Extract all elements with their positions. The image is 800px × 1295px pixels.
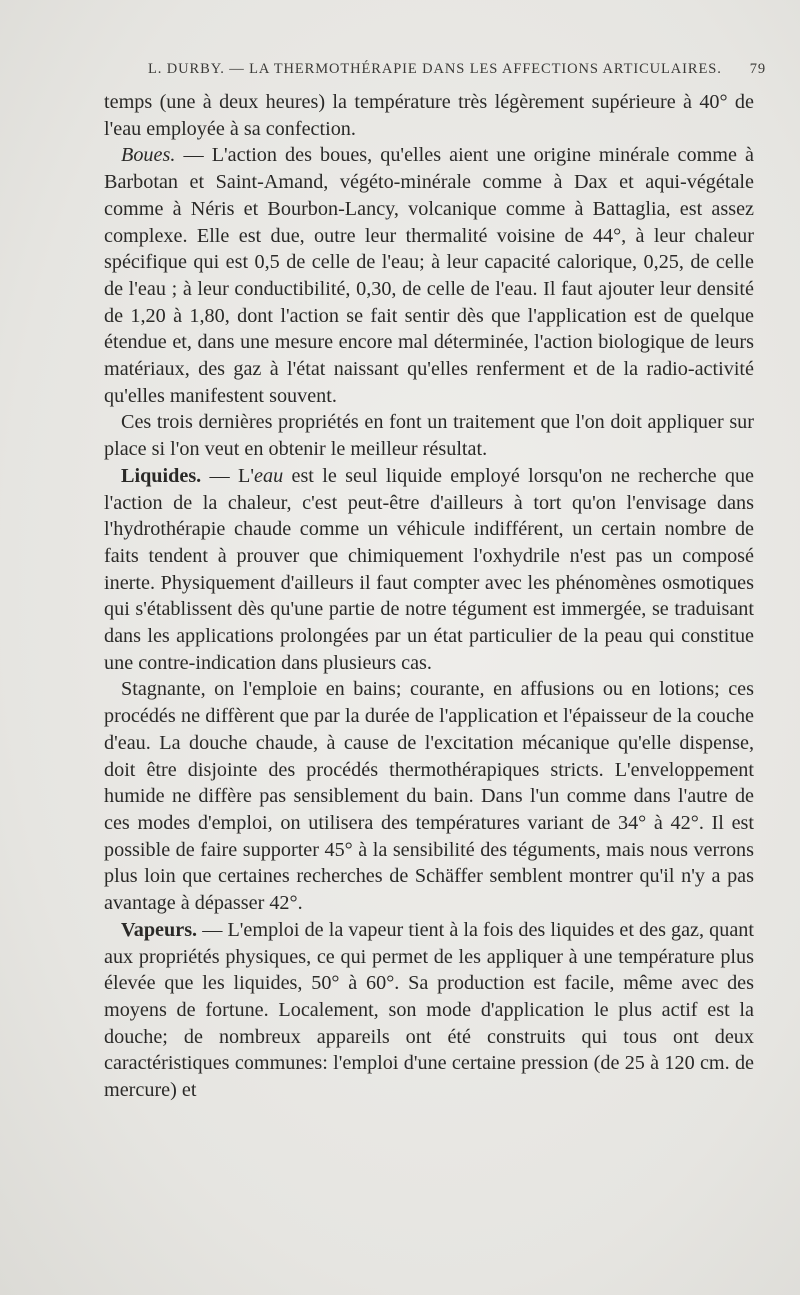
section-lead-boues: Boues.	[121, 144, 176, 167]
paragraph-vapeurs	[104, 917, 754, 1104]
paragraph-text: Stagnante, on l'emploie en bains; courante, en affusions ou en lotions; ces procédés ne diffèrent que par la durée de l'application et l'épaisseur de la couche d'eau. La douche chaude, à cause de l'excitation mécanique qu'elle dispense, doit être disjointe des procédés thermothérapiques stricts. L'enveloppement humide ne diffère pas sensiblement du bain. Dans l'un comme dans l'autre de ces modes d'emploi, on utilisera des températures variant de 34° à 42°. Il est possible de faire supporter 45° à la sensibilité des téguments, mais nous verrons plus loin que certaines recherches de Schäffer semblent montrer qu'il n'y a pas avantage à dépasser 42°.	[104, 678, 754, 915]
paragraph-text-italic: eau	[254, 464, 284, 487]
paragraph-text: — L'action des boues, qu'elles aient une origine minérale comme à Barbotan et Saint-Amand, végéto-minérale comme à Dax et aqui-végétale comme à Néris et Bourbon-Lancy, volcanique comme à Battaglia, est assez complexe. Elle est due, outre leur thermalité voisine de 44°, à leur chaleur spécifique qui est 0,5 de celle de l'eau; à leur capacité calorique, 0,25, de celle de l'eau ; à leur conductibilité, 0,30, de celle de l'eau. Il faut ajouter leur densité de 1,20 à 1,80, dont l'action se fait sentir dès que l'application est de quelque étendue et, dans une mesure encore mal déterminée, l'action biologique de leurs matériaux, des gaz à l'état naissant qu'elles renferment et de la radio-activité qu'elles manifestent souvent.	[104, 144, 754, 407]
paragraph-text: est le seul liquide employé lorsqu'on ne recherche que l'action de la chaleur, c'est peut-être d'ailleurs à tort qu'on l'envisage dans l'hydrothérapie chaude comme un véhicule indifférent, un certain nombre de faits tendent à prouver que chimiquement l'oxhydrile n'est pas un composé inerte. Physiquement d'ailleurs il faut compter avec les phénomènes osmotiques qui s'établissent dès qu'une partie de notre tégument est immergée, se traduisant dans les applications prolongées par un état particulier de la peau qui constitue une contre-indication dans plusieurs cas.	[104, 464, 754, 674]
paragraph-text: — L'emploi de la vapeur tient à la fois des liquides et des gaz, quant aux propriétés physiques, ce qui permet de les appliquer à une température plus élevée que les liquides, 50° à 60°. Sa production est facile, même avec des moyens de fortune. Localement, son mode d'application le plus actif est la douche; de nombreux appareils ont été construits qui tous ont deux caractéristiques communes: l'emploi d'une certaine pression (de 25 à 120 cm. de mercure) et	[104, 918, 754, 1102]
paragraph-5	[104, 676, 754, 916]
page-number: 79	[749, 61, 766, 77]
paragraph-boues	[104, 142, 754, 409]
body-text	[104, 89, 754, 1104]
paragraph-text: temps (une à deux heures) la température très légèrement supérieure à 40° de l'eau employée à sa confection.	[104, 91, 754, 140]
paragraph-liquides	[104, 463, 754, 677]
section-lead-liquides: Liquides.	[121, 464, 202, 487]
paragraph-text: Ces trois dernières propriétés en font un traitement que l'on doit appliquer sur place si l'on veut en obtenir le meilleur résultat.	[104, 411, 754, 461]
running-header	[148, 61, 766, 78]
paragraph-text-pre: — L'	[201, 464, 255, 487]
paragraph-1	[104, 89, 754, 142]
running-title: L. DURBY. — LA THERMOTHÉRAPIE DANS LES AFFECTIONS ARTICULAIRES.	[148, 61, 722, 77]
paragraph-3	[104, 409, 754, 462]
section-lead-vapeurs: Vapeurs.	[121, 918, 198, 941]
